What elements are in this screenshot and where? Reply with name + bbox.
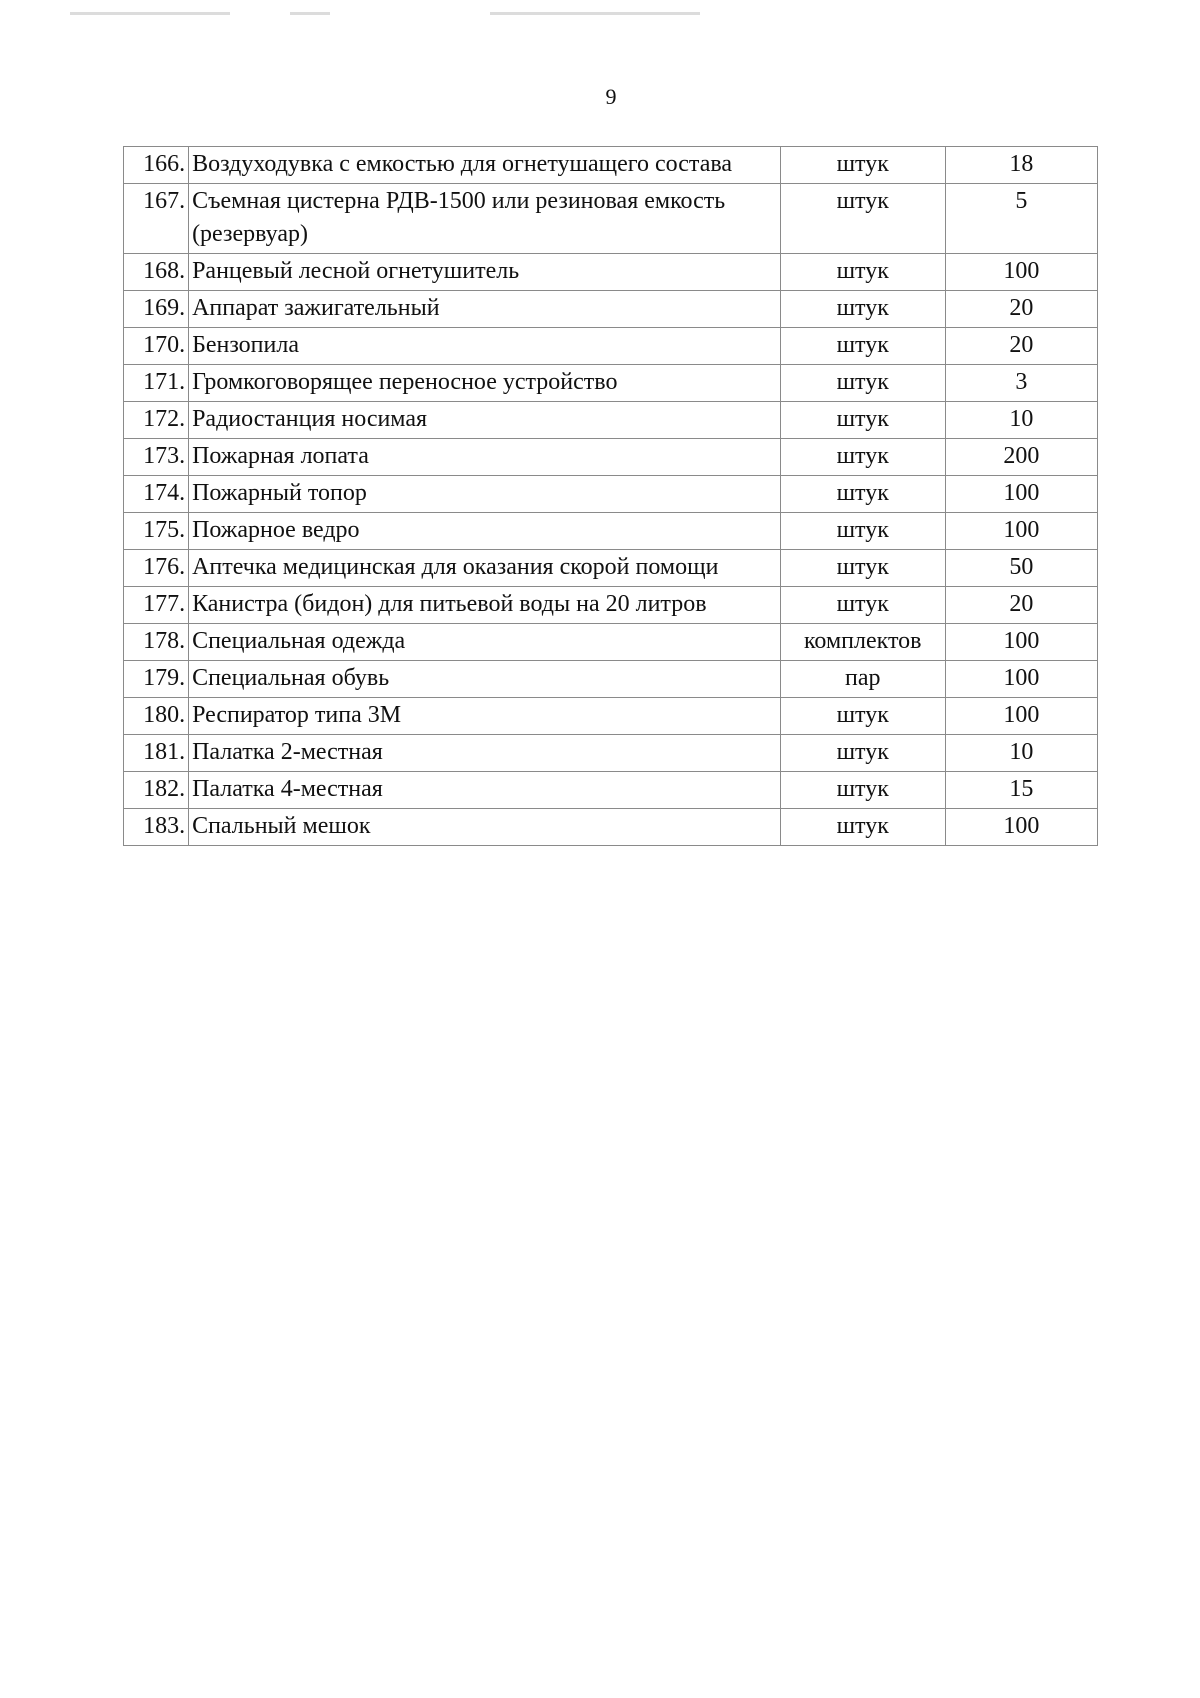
item-name: Воздуходувка с емкостью для огнетушащего состава xyxy=(189,147,781,184)
item-name: Пожарный топор xyxy=(189,476,781,513)
table-row xyxy=(124,735,1098,772)
scan-artifact xyxy=(70,12,230,15)
table-row xyxy=(124,328,1098,365)
table-row xyxy=(124,402,1098,439)
row-number: 173. xyxy=(124,439,189,476)
item-name: Аппарат зажигательный xyxy=(189,291,781,328)
row-number: 167. xyxy=(124,184,189,254)
item-unit: штук xyxy=(780,254,945,291)
item-unit: штук xyxy=(780,291,945,328)
row-number: 183. xyxy=(124,809,189,846)
item-quantity: 20 xyxy=(945,291,1097,328)
row-number: 179. xyxy=(124,661,189,698)
row-number: 178. xyxy=(124,624,189,661)
table-row xyxy=(124,624,1098,661)
item-quantity: 100 xyxy=(945,254,1097,291)
item-name: Съемная цистерна РДВ-1500 или резиновая емкость (резервуар) xyxy=(189,184,781,254)
item-name: Спальный мешок xyxy=(189,809,781,846)
item-name: Специальная обувь xyxy=(189,661,781,698)
item-unit: штук xyxy=(780,402,945,439)
item-name: Радиостанция носимая xyxy=(189,402,781,439)
table-row xyxy=(124,476,1098,513)
item-quantity: 100 xyxy=(945,513,1097,550)
table-row xyxy=(124,254,1098,291)
row-number: 175. xyxy=(124,513,189,550)
table-row xyxy=(124,698,1098,735)
table-row xyxy=(124,365,1098,402)
item-unit: штук xyxy=(780,328,945,365)
items-table-body xyxy=(124,147,1098,846)
row-number: 166. xyxy=(124,147,189,184)
scan-artifact xyxy=(290,12,330,15)
row-number: 172. xyxy=(124,402,189,439)
item-quantity: 20 xyxy=(945,587,1097,624)
row-number: 170. xyxy=(124,328,189,365)
item-name: Ранцевый лесной огнетушитель xyxy=(189,254,781,291)
scan-artifact xyxy=(490,12,700,15)
item-name: Пожарное ведро xyxy=(189,513,781,550)
item-name: Аптечка медицинская для оказания скорой помощи xyxy=(189,550,781,587)
table-row xyxy=(124,439,1098,476)
row-number: 182. xyxy=(124,772,189,809)
item-name: Палатка 4-местная xyxy=(189,772,781,809)
row-number: 180. xyxy=(124,698,189,735)
page-number: 9 xyxy=(605,84,617,109)
table-row xyxy=(124,587,1098,624)
row-number: 168. xyxy=(124,254,189,291)
item-unit: штук xyxy=(780,513,945,550)
item-name: Палатка 2-местная xyxy=(189,735,781,772)
row-number: 169. xyxy=(124,291,189,328)
item-quantity: 20 xyxy=(945,328,1097,365)
item-unit: комплектов xyxy=(780,624,945,661)
item-unit: штук xyxy=(780,809,945,846)
item-unit: штук xyxy=(780,147,945,184)
item-unit: штук xyxy=(780,365,945,402)
table-row xyxy=(124,661,1098,698)
item-quantity: 100 xyxy=(945,809,1097,846)
item-unit: штук xyxy=(780,735,945,772)
item-unit: штук xyxy=(780,550,945,587)
item-unit: штук xyxy=(780,772,945,809)
row-number: 171. xyxy=(124,365,189,402)
table-row xyxy=(124,184,1098,254)
item-quantity: 200 xyxy=(945,439,1097,476)
item-unit: пар xyxy=(780,661,945,698)
item-quantity: 100 xyxy=(945,624,1097,661)
table-row xyxy=(124,513,1098,550)
row-number: 181. xyxy=(124,735,189,772)
items-table xyxy=(123,146,1098,846)
item-quantity: 3 xyxy=(945,365,1097,402)
item-quantity: 18 xyxy=(945,147,1097,184)
item-name: Канистра (бидон) для питьевой воды на 20 литров xyxy=(189,587,781,624)
item-unit: штук xyxy=(780,439,945,476)
row-number: 176. xyxy=(124,550,189,587)
table-row xyxy=(124,772,1098,809)
item-unit: штук xyxy=(780,476,945,513)
table-row xyxy=(124,147,1098,184)
item-name: Громкоговорящее переносное устройство xyxy=(189,365,781,402)
item-quantity: 15 xyxy=(945,772,1097,809)
item-quantity: 5 xyxy=(945,184,1097,254)
item-quantity: 10 xyxy=(945,735,1097,772)
item-quantity: 50 xyxy=(945,550,1097,587)
item-name: Респиратор типа 3М xyxy=(189,698,781,735)
item-name: Пожарная лопата xyxy=(189,439,781,476)
item-name: Специальная одежда xyxy=(189,624,781,661)
item-unit: штук xyxy=(780,184,945,254)
item-quantity: 100 xyxy=(945,661,1097,698)
item-quantity: 100 xyxy=(945,698,1097,735)
table-row xyxy=(124,550,1098,587)
item-unit: штук xyxy=(780,698,945,735)
item-quantity: 100 xyxy=(945,476,1097,513)
table-row xyxy=(124,809,1098,846)
row-number: 174. xyxy=(124,476,189,513)
row-number: 177. xyxy=(124,587,189,624)
table-row xyxy=(124,291,1098,328)
item-name: Бензопила xyxy=(189,328,781,365)
item-quantity: 10 xyxy=(945,402,1097,439)
item-unit: штук xyxy=(780,587,945,624)
